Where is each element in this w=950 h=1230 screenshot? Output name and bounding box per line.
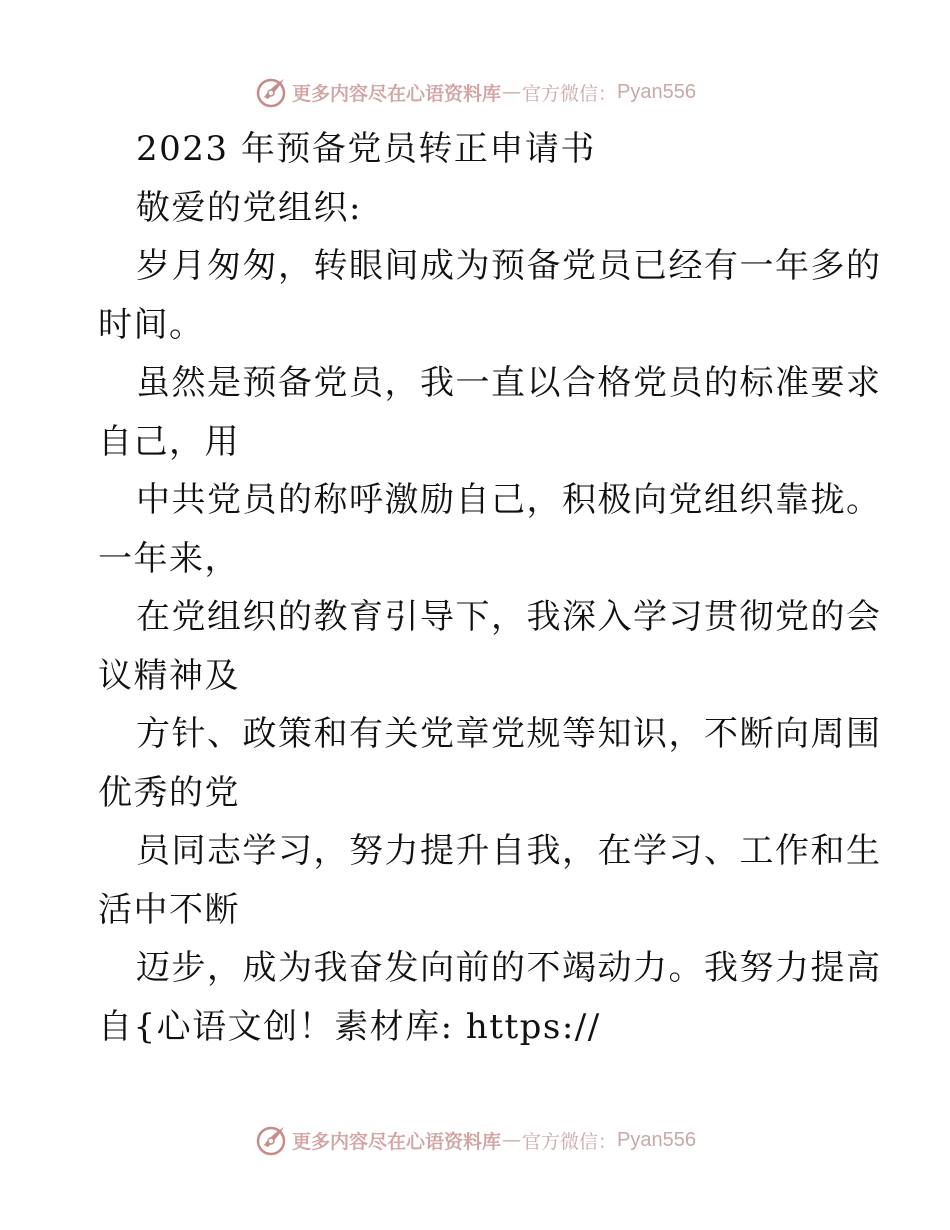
banner-text: 更多内容尽在心语资料库	[292, 1130, 502, 1153]
paragraph-line: 迈步，成为我奋发向前的不竭动力。我努力提高	[136, 948, 882, 988]
paragraph-line: 在党组织的教育引导下，我深入学习贯彻党的会	[136, 597, 882, 637]
paragraph-line: 中共党员的称呼激励自己，积极向党组织靠拢。	[136, 480, 882, 520]
paragraph-line: 活中不断	[98, 889, 240, 930]
paragraph-line: 时间。	[98, 304, 205, 345]
quill-logo-icon	[254, 1123, 288, 1157]
paragraph-line: 虽然是预备党员，我一直以合格党员的标准要求	[136, 363, 882, 403]
paragraph-line: 自己，用	[98, 421, 240, 462]
paragraph-line: 议精神及	[98, 655, 240, 696]
paragraph-line: 自{心语文创！素材库: https://	[98, 1006, 601, 1047]
banner-text: 更多内容尽在心语资料库	[292, 82, 502, 105]
quill-logo-icon	[254, 75, 288, 109]
header-banner	[0, 72, 950, 112]
document-body	[98, 120, 882, 1056]
wechat-label: 官方微信：	[522, 1130, 618, 1153]
wechat-label: 官方微信：	[522, 82, 618, 105]
banner-dash: —	[502, 81, 522, 103]
wechat-id: Pyan556	[617, 80, 696, 103]
document-title: 2023 年预备党员转正申请书	[136, 129, 596, 169]
paragraph-line: 岁月匆匆，转眼间成为预备党员已经有一年多的	[136, 246, 882, 286]
paragraph-line: 一年来，	[98, 538, 240, 579]
paragraph-line: 方针、政策和有关党章党规等知识，不断向周围	[136, 714, 882, 754]
paragraph-line: 敬爱的党组织:	[136, 187, 362, 228]
wechat-id: Pyan556	[617, 1128, 696, 1151]
banner-dash: —	[502, 1129, 522, 1151]
paragraph-line: 员同志学习，努力提升自我，在学习、工作和生	[136, 831, 882, 871]
footer-banner	[0, 1120, 950, 1160]
paragraph-line: 优秀的党	[98, 772, 240, 813]
